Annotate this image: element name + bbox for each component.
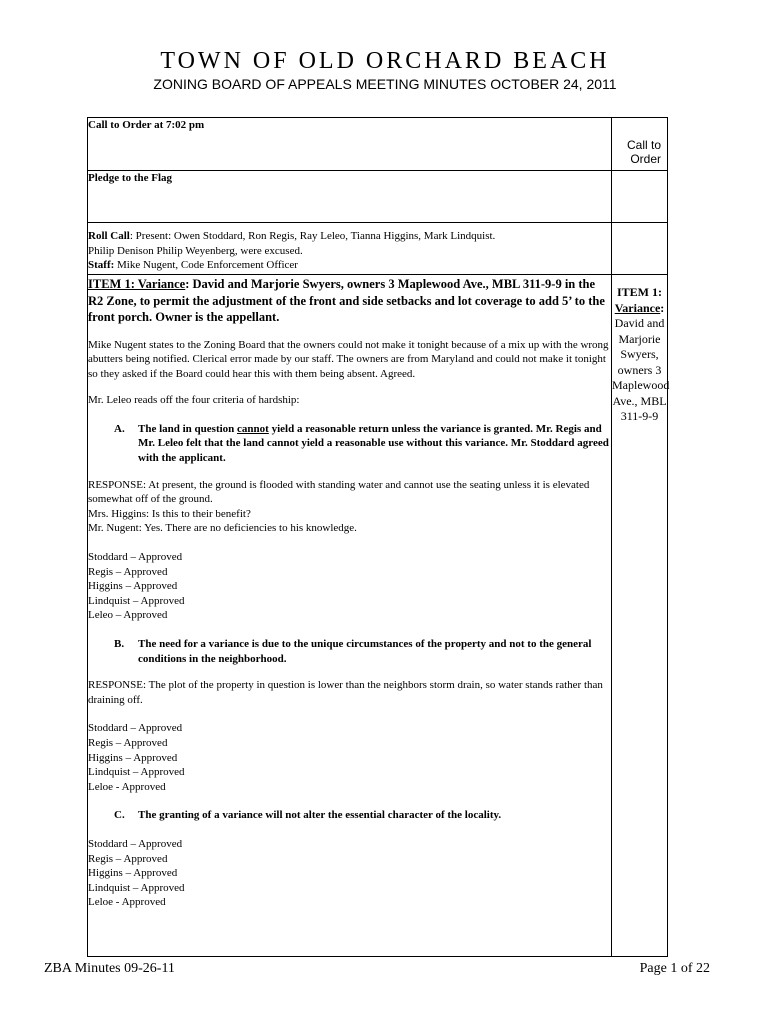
roll-call-label: Roll Call bbox=[88, 230, 130, 242]
vote-line: Regis – Approved bbox=[88, 852, 168, 865]
criteria-intro: Mr. Leleo reads off the four criteria of hardship: bbox=[88, 394, 300, 407]
item-1-cell bbox=[88, 275, 612, 957]
item-1-heading bbox=[88, 276, 611, 326]
footer-page-number: Page 1 of 22 bbox=[639, 961, 710, 976]
staff-label: Staff: bbox=[88, 259, 115, 272]
call-to-order-side-label: Call to Order bbox=[626, 138, 661, 166]
item-1-side-summary: David and Marjorie Swyers, owners 3 Maplewood Ave., MBL 311-9-9 bbox=[612, 316, 670, 423]
criterion-b-text: The need for a variance is due to the unique circumstances of the property and not to the general conditions in the neighborhood. bbox=[138, 638, 592, 665]
criterion-a-letter: A. bbox=[114, 422, 125, 435]
vote-line: Lindquist – Approved bbox=[88, 766, 185, 779]
item-1-side-variance-text: Variance bbox=[614, 300, 661, 315]
roll-call-cell bbox=[88, 223, 612, 275]
votes-b bbox=[88, 721, 611, 794]
response-a-line: Mrs. Higgins: Is this to their benefit? bbox=[88, 507, 251, 520]
staff-text: Mike Nugent, Code Enforcement Officer bbox=[114, 259, 298, 272]
criterion-a-pre: The land in question bbox=[138, 422, 238, 435]
vote-line: Higgins – Approved bbox=[88, 580, 178, 593]
criterion-c-text: The granting of a variance will not alter the essential character of the locality. bbox=[138, 809, 502, 822]
vote-line: Lindquist – Approved bbox=[88, 881, 185, 894]
row-roll-call bbox=[88, 223, 668, 275]
row-item-1 bbox=[88, 275, 668, 957]
pledge-cell bbox=[88, 171, 612, 223]
vote-line: Regis – Approved bbox=[88, 736, 168, 749]
minutes-table bbox=[87, 117, 668, 957]
criterion-a-post: yield a reasonable return unless the variance is granted. Mr. Regis and Mr. Leleo felt that the land cannot yield a reasonable use without this variance. Mr. Stoddard agreed with the applicant. bbox=[138, 422, 609, 465]
nugent-statement: Mike Nugent states to the Zoning Board that the owners could not make it tonight because of a mix up with the wrong abutters being notified. Clerical error made by our staff. The owners are from Maryland and could not make it tonight so they asked if the Board could hear this with them being absent. Agreed. bbox=[88, 338, 609, 380]
item-1-side-label: ITEM 1: bbox=[617, 285, 662, 299]
vote-line: Stoddard – Approved bbox=[88, 551, 183, 564]
vote-line: Leleo – Approved bbox=[88, 609, 168, 622]
vote-line: Leloe - Approved bbox=[88, 896, 166, 909]
vote-line: Regis – Approved bbox=[88, 565, 168, 578]
vote-line: Higgins – Approved bbox=[88, 751, 178, 764]
vote-line: Higgins – Approved bbox=[88, 867, 178, 880]
roll-call-present: : Present: Owen Stoddard, Ron Regis, Ray Leleo, Tianna Higgins, Mark Lindquist. bbox=[129, 230, 496, 242]
vote-line: Leloe - Approved bbox=[88, 780, 166, 793]
criterion-b-letter: B. bbox=[114, 638, 125, 650]
response-a-line: Mr. Nugent: Yes. There are no deficiencies to his knowledge. bbox=[88, 522, 357, 535]
item-1-side-variance bbox=[612, 301, 667, 317]
votes-a bbox=[88, 550, 611, 623]
criterion-c bbox=[88, 808, 611, 823]
criterion-c-letter: C. bbox=[114, 809, 125, 822]
item-1-heading-text: : David and Marjorie Swyers, owners 3 Maplewood Ave., MBL 311-9-9 in the R2 Zone, to permit the adjustment of the front and side setbacks and lot coverage to add 5’ to the front porch. Owner is the appellant. bbox=[88, 277, 605, 324]
votes-c bbox=[88, 837, 611, 910]
document-subtitle: ZONING BOARD OF APPEALS MEETING MINUTES OCTOBER 24, 2011 bbox=[153, 76, 617, 92]
call-to-order-cell bbox=[88, 118, 612, 171]
roll-call-excused: Philip Denison Philip Weyenberg, were excused. bbox=[88, 244, 303, 257]
vote-line: Lindquist – Approved bbox=[88, 594, 185, 607]
roll-call-side-cell bbox=[612, 223, 668, 275]
pledge-text: Pledge to the Flag bbox=[88, 172, 173, 184]
row-pledge bbox=[88, 171, 668, 223]
document-title: TOWN OF OLD ORCHARD BEACH bbox=[160, 48, 610, 74]
criterion-b bbox=[88, 637, 611, 666]
criterion-a-underlined: cannot bbox=[237, 422, 269, 435]
criterion-a bbox=[88, 422, 611, 466]
vote-line: Stoddard – Approved bbox=[88, 722, 183, 735]
footer-document-id: ZBA Minutes 09-26-11 bbox=[44, 961, 175, 976]
item-1-side-colon: : bbox=[660, 300, 665, 315]
call-to-order-side-cell bbox=[612, 118, 668, 171]
row-call-to-order bbox=[88, 118, 668, 171]
response-b: RESPONSE: The plot of the property in question is lower than the neighbors storm drain, so water stands rather than draining off. bbox=[88, 679, 603, 706]
call-to-order-text: Call to Order at 7:02 pm bbox=[88, 119, 205, 131]
item-1-heading-label: ITEM 1: Variance bbox=[88, 277, 186, 291]
response-a-line: RESPONSE: At present, the ground is flooded with standing water and cannot use the seating unless it is elevated somewhat off of the ground. bbox=[88, 478, 590, 506]
pledge-side-cell bbox=[612, 171, 668, 223]
item-1-side-cell bbox=[612, 275, 668, 957]
response-a bbox=[88, 478, 611, 536]
vote-line: Stoddard – Approved bbox=[88, 837, 183, 850]
